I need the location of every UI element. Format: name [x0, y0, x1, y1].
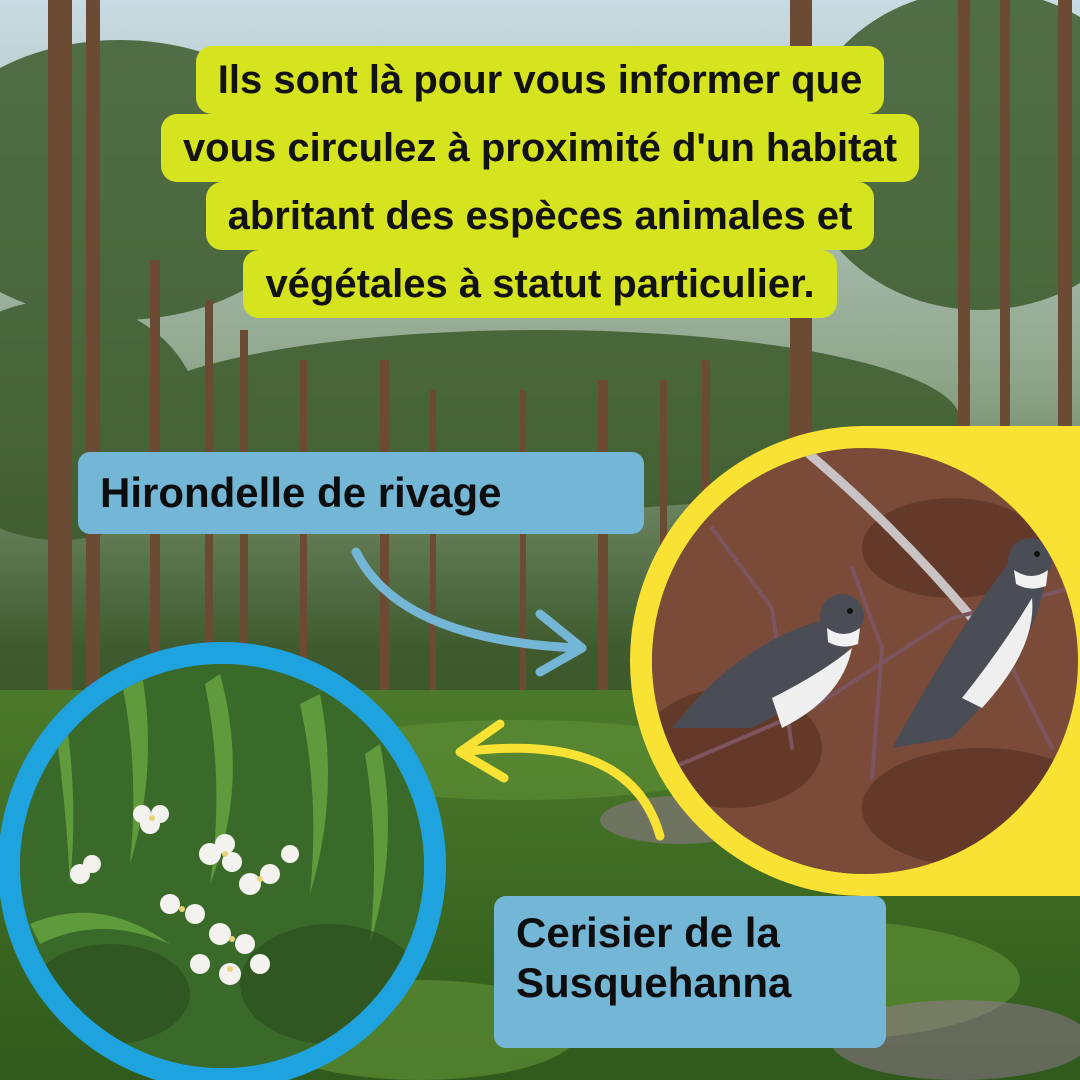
cherry-blossom-photo [20, 664, 424, 1068]
headline-line-2: vous circulez à proximité d'un habitat [161, 114, 919, 182]
label-bird-name: Hirondelle de rivage [78, 452, 644, 534]
headline [0, 46, 1080, 318]
label-plant-line-2: Susquehanna [516, 959, 792, 1006]
bird-photo [652, 448, 1078, 874]
plant-photo-circle [0, 642, 446, 1080]
headline-line-4: végétales à statut particulier. [243, 250, 836, 318]
headline-line-3: abritant des espèces animales et [206, 182, 875, 250]
bird-photo-circle [630, 426, 1080, 896]
headline-line-1: Ils sont là pour vous informer que [196, 46, 885, 114]
label-plant-line-1: Cerisier de la [516, 909, 780, 956]
label-plant-name [494, 896, 886, 1048]
